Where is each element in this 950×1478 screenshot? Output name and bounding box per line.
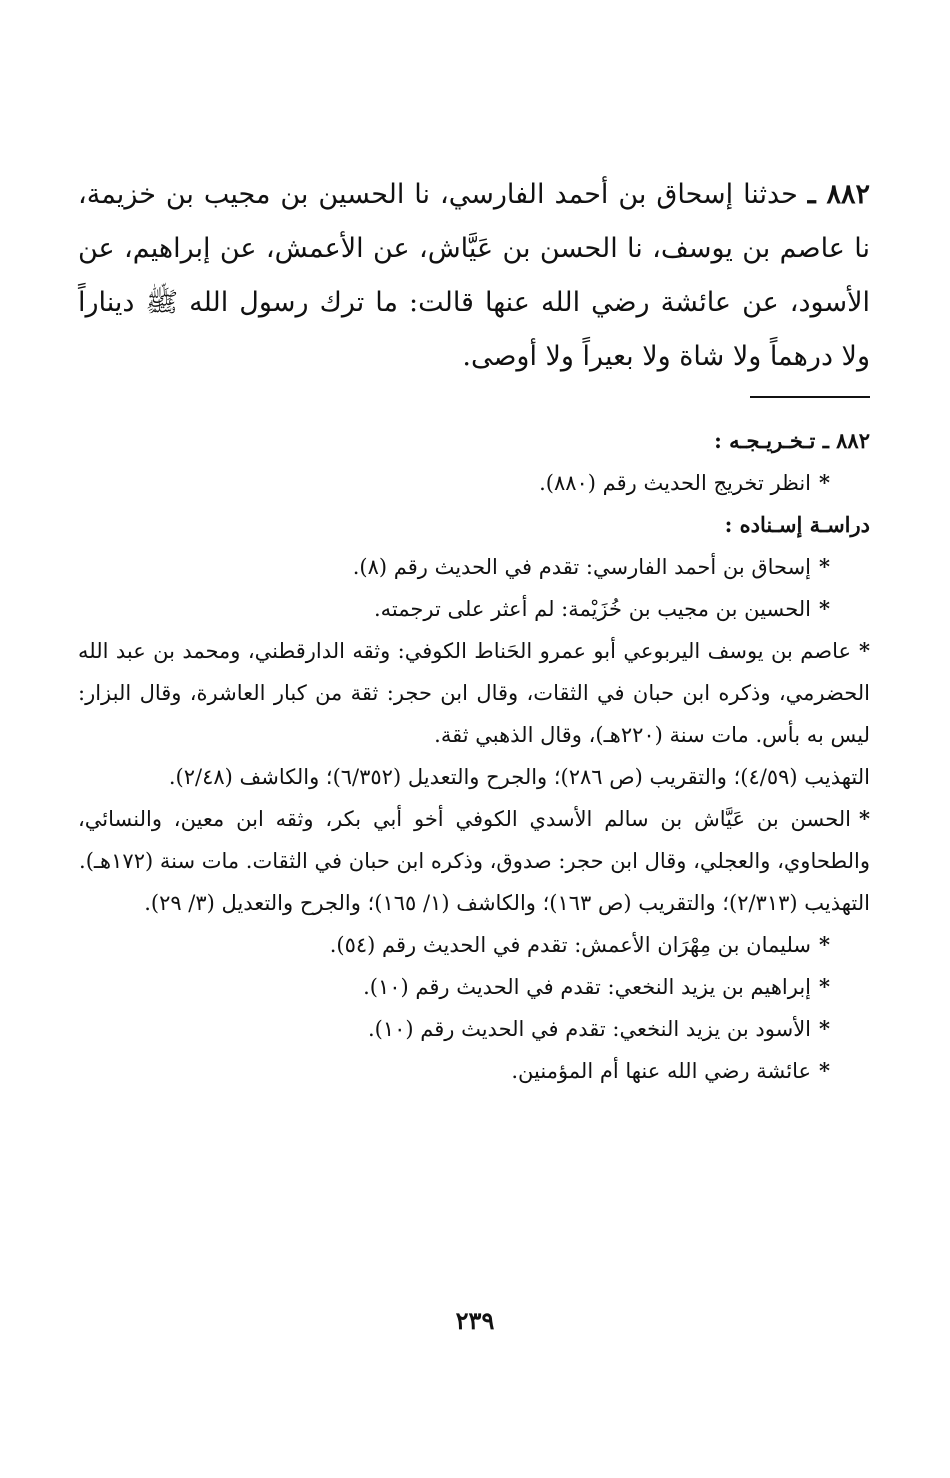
takhrij-heading: ٨٨٢ ـ تـخـريـجـه : [714,428,870,453]
reference-asim: التهذيب (٤/٥٩)؛ والتقريب (ص ٢٨٦)؛ والجرح والتعديل (٦/٣٥٢)؛ والكاشف (٢/٤٨). [168,765,870,789]
isnad-heading: دراسـة إسـناده : [724,512,870,537]
bullet-star: * [819,470,830,495]
narrator-husayn: *الحسين بن مجيب بن خُزَيْمة: لم أعثر على ترجمته. [373,596,830,621]
hadith-number: ٨٨٢ ـ [807,179,870,210]
bullet-star: * [859,806,870,831]
footnotes [78,420,870,1092]
bullet-star: * [859,638,870,663]
page-number: ٢٣٩ [455,1306,495,1335]
bullet-star: * [819,1016,830,1041]
narrator-aisha: *عائشة رضي الله عنها أم المؤمنين. [511,1058,830,1083]
narrator-ishaq: *إسحاق بن أحمد الفارسي: تقدم في الحديث رقم (٨). [352,554,830,579]
footnote-separator [750,396,870,398]
hadith-text-block [78,168,870,384]
bullet-star: * [819,974,830,999]
narrator-aswad: *الأسود بن يزيد النخعي: تقدم في الحديث رقم (١٠). [367,1016,830,1041]
narrator-sulayman: *سليمان بن مِهْرَان الأعمش: تقدم في الحديث رقم (٥٤). [329,932,830,957]
narrator-ibrahim: *إبراهيم بن يزيد النخعي: تقدم في الحديث رقم (١٠). [363,974,830,999]
hadith-body: حدثنا إسحاق بن أحمد الفارسي، نا الحسين بن مجيب بن خزيمة، نا عاصم بن يوسف، نا الحسن بن عَيَّاش، عن الأعمش، عن إبراهيم، عن الأسود، عن عائشة رضي الله عنها قالت: ما ترك رسول الله ﷺ ديناراً ولا درهماً ولا شاة ولا بعيراً ولا أوصى. [78,179,870,372]
takhrij-item: *انظر تخريج الحديث رقم (٨٨٠). [539,470,830,495]
bullet-star: * [819,1058,830,1083]
reference-hasan: التهذيب (٢/٣١٣)؛ والتقريب (ص ١٦٣)؛ والكاشف (١/ ١٦٥)؛ والجرح والتعديل (٣/ ٢٩). [144,891,870,915]
bullet-star: * [819,554,830,579]
bullet-star: * [819,596,830,621]
narrator-asim: *عاصم بن يوسف اليربوعي أبو عمرو الحَناط الكوفي: وثقه الدارقطني، ومحمد بن عبد الله الحضرمي، وذكره ابن حبان في الثقات، وقال ابن حجر: ثقة من كبار العاشرة، وقال البزار: ليس به بأس. مات سنة (٢٢٠هـ)، وقال الذهبي ثقة. [78,638,870,747]
bullet-star: * [819,932,830,957]
narrator-hasan: *الحسن بن عَيَّاش بن سالم الأسدي الكوفي أخو أبي بكر، وثقه ابن معين، والنسائي، والطحاوي، والعجلي، وقال ابن حجر: صدوق، وذكره ابن حبان في الثقات. مات سنة (١٧٢هـ). [78,806,870,873]
